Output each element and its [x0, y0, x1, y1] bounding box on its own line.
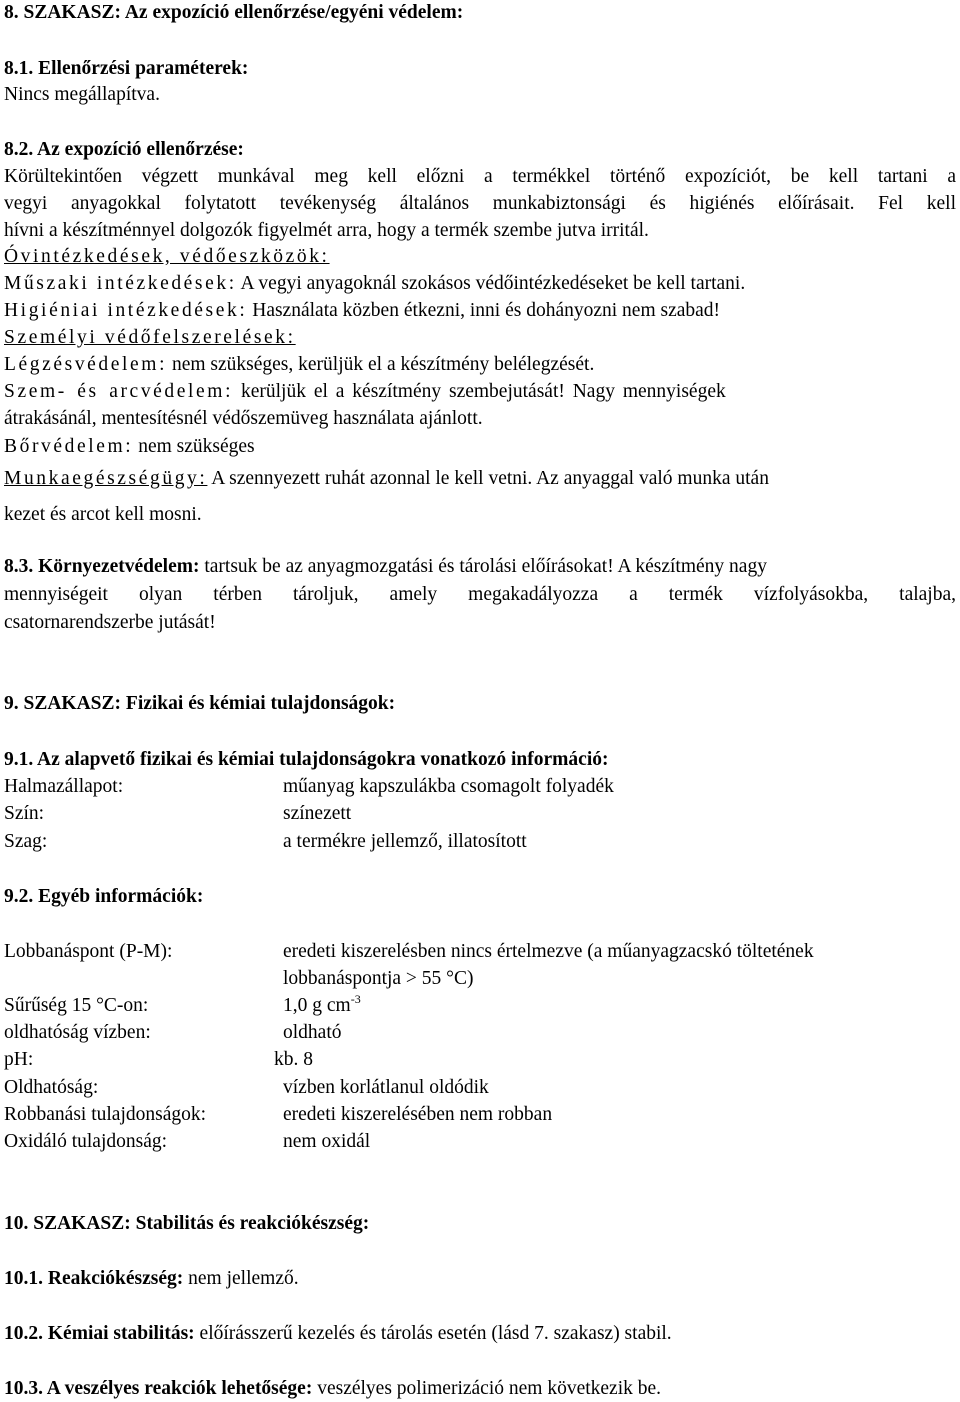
- section-8-heading: 8. SZAKASZ: Az expozíció ellenőrzése/egyéni védelem:: [4, 2, 464, 23]
- property-value: színezett: [283, 803, 352, 824]
- eye-protection-line-2: átrakásánál, mentesítésnél védőszemüveg használata ajánlott.: [4, 408, 483, 429]
- environmental-protection-text: tartsuk be az anyagmozgatási és tárolási előírásokat! A készítmény nagy: [199, 556, 767, 577]
- property-value: vízben korlátlanul oldódik: [283, 1077, 489, 1098]
- property-value: a termékre jellemző, illatosított: [283, 831, 527, 852]
- water-solubility-value: oldható: [283, 1022, 342, 1043]
- hygiene-measures-line: [4, 300, 720, 322]
- flash-point-label: Lobbanáspont (P-M):: [4, 941, 173, 962]
- property-label: Szag:: [4, 831, 48, 852]
- occupational-health-text: A szennyezett ruhát azonnal le kell vetni. Az anyaggal való munka után: [207, 468, 769, 489]
- density-value: 1,0 g cm: [283, 995, 351, 1016]
- subsection-9-2-heading: 9.2. Egyéb információk:: [4, 886, 204, 907]
- density-value-line: [283, 992, 361, 1017]
- chemical-stability-text: előírásszerű kezelés és tárolás esetén (lásd 7. szakasz) stabil.: [194, 1323, 672, 1344]
- property-label: Oldhatóság:: [4, 1077, 99, 1098]
- environmental-protection-line-3: csatornarendszerbe jutását!: [4, 612, 216, 633]
- environmental-protection-line-2: mennyiségeit olyan térben tároljuk, amely megakadályozza a termék vízfolyásokba, talajba,: [4, 584, 956, 605]
- technical-measures-label: Műszaki intézkedések:: [4, 273, 237, 294]
- reactivity-text: nem jellemző.: [183, 1268, 299, 1289]
- personal-equipment-heading: [4, 327, 296, 349]
- flash-point-value-2: lobbanáspontja > 55 °C): [283, 968, 474, 989]
- eye-protection-line: [4, 381, 956, 403]
- skin-protection-text: nem szükséges: [133, 436, 255, 457]
- hazardous-reactions-line: [4, 1378, 661, 1400]
- eye-protection-text: kerüljük el a készítmény szembejutását! Nagy mennyiségek: [233, 381, 726, 402]
- environmental-protection-line: [4, 556, 767, 578]
- skin-protection-label: Bőrvédelem:: [4, 436, 134, 457]
- skin-protection-line: [4, 436, 255, 458]
- technical-measures-line: [4, 273, 745, 295]
- property-label: Szín:: [4, 803, 45, 824]
- subsection-9-1-heading: 9.1. Az alapvető fizikai és kémiai tulajdonságokra vonatkozó információ:: [4, 749, 609, 770]
- personal-equipment-label: Személyi védőfelszerelések:: [4, 327, 296, 348]
- property-label: Robbanási tulajdonságok:: [4, 1104, 207, 1125]
- respiratory-protection-line: [4, 354, 594, 376]
- density-label: Sűrűség 15 °C-on:: [4, 995, 149, 1016]
- respiratory-protection-label: Légzésvédelem:: [4, 354, 168, 375]
- exposure-paragraph-line: hívni a készítménnyel dolgozók figyelmét arra, hogy a termék szembe jutva irritál.: [4, 220, 649, 241]
- subsection-8-2-heading: 8.2. Az expozíció ellenőrzése:: [4, 139, 244, 160]
- occupational-health-line-2: kezet és arcot kell mosni.: [4, 504, 202, 525]
- reactivity-label: 10.1. Reakciókészség:: [4, 1268, 184, 1289]
- section-9-heading: 9. SZAKASZ: Fizikai és kémiai tulajdonságok:: [4, 693, 396, 714]
- protective-measures-heading: [4, 246, 330, 268]
- exposure-paragraph-line: Körültekintően végzett munkával meg kell előzni a termékkel történő expozíciót, be kell tartani a: [4, 166, 956, 187]
- protective-measures-label: Óvintézkedések, védőeszközök:: [4, 246, 330, 267]
- hazardous-reactions-text: veszélyes polimerizáció nem következik be.: [312, 1378, 662, 1399]
- subsection-8-1-text: Nincs megállapítva.: [4, 84, 160, 105]
- technical-measures-text: A vegyi anyagoknál szokásos védőintézkedéseket be kell tartani.: [236, 273, 746, 294]
- ph-label: pH:: [4, 1049, 34, 1070]
- subsection-8-3-heading: 8.3. Környezetvédelem:: [4, 556, 200, 577]
- section-10-heading: 10. SZAKASZ: Stabilitás és reakciókészség:: [4, 1213, 370, 1234]
- eye-protection-label: Szem- és arcvédelem:: [4, 381, 234, 402]
- respiratory-protection-text: nem szükséges, kerüljük el a készítmény belélegzését.: [167, 354, 595, 375]
- occupational-health-line: [4, 468, 769, 490]
- hazardous-reactions-label: 10.3. A veszélyes reakciók lehetősége:: [4, 1378, 313, 1399]
- ph-value: kb. 8: [274, 1049, 313, 1070]
- subsection-8-1-heading: 8.1. Ellenőrzési paraméterek:: [4, 58, 249, 79]
- density-exponent: -3: [350, 992, 361, 1006]
- property-value: eredeti kiszerelésében nem robban: [283, 1104, 553, 1125]
- water-solubility-label: oldhatóság vízben:: [4, 1022, 151, 1043]
- occupational-health-label: Munkaegészségügy:: [4, 468, 208, 489]
- reactivity-line: [4, 1268, 299, 1290]
- property-value: nem oxidál: [283, 1131, 371, 1152]
- flash-point-value: eredeti kiszerelésben nincs értelmezve (a műanyagzacskó töltetének: [283, 941, 814, 962]
- chemical-stability-label: 10.2. Kémiai stabilitás:: [4, 1323, 195, 1344]
- property-value: műanyag kapszulákba csomagolt folyadék: [283, 776, 614, 797]
- property-label: Oxidáló tulajdonság:: [4, 1131, 168, 1152]
- property-label: Halmazállapot:: [4, 776, 124, 797]
- hygiene-measures-label: Higiéniai intézkedések:: [4, 300, 248, 321]
- chemical-stability-line: [4, 1323, 672, 1345]
- hygiene-measures-text: Használata közben étkezni, inni és dohányozni nem szabad!: [247, 300, 721, 321]
- exposure-paragraph-line: vegyi anyagokkal folytatott tevékenység általános munkabiztonsági és higiénés előírásait. Fel kell: [4, 193, 956, 214]
